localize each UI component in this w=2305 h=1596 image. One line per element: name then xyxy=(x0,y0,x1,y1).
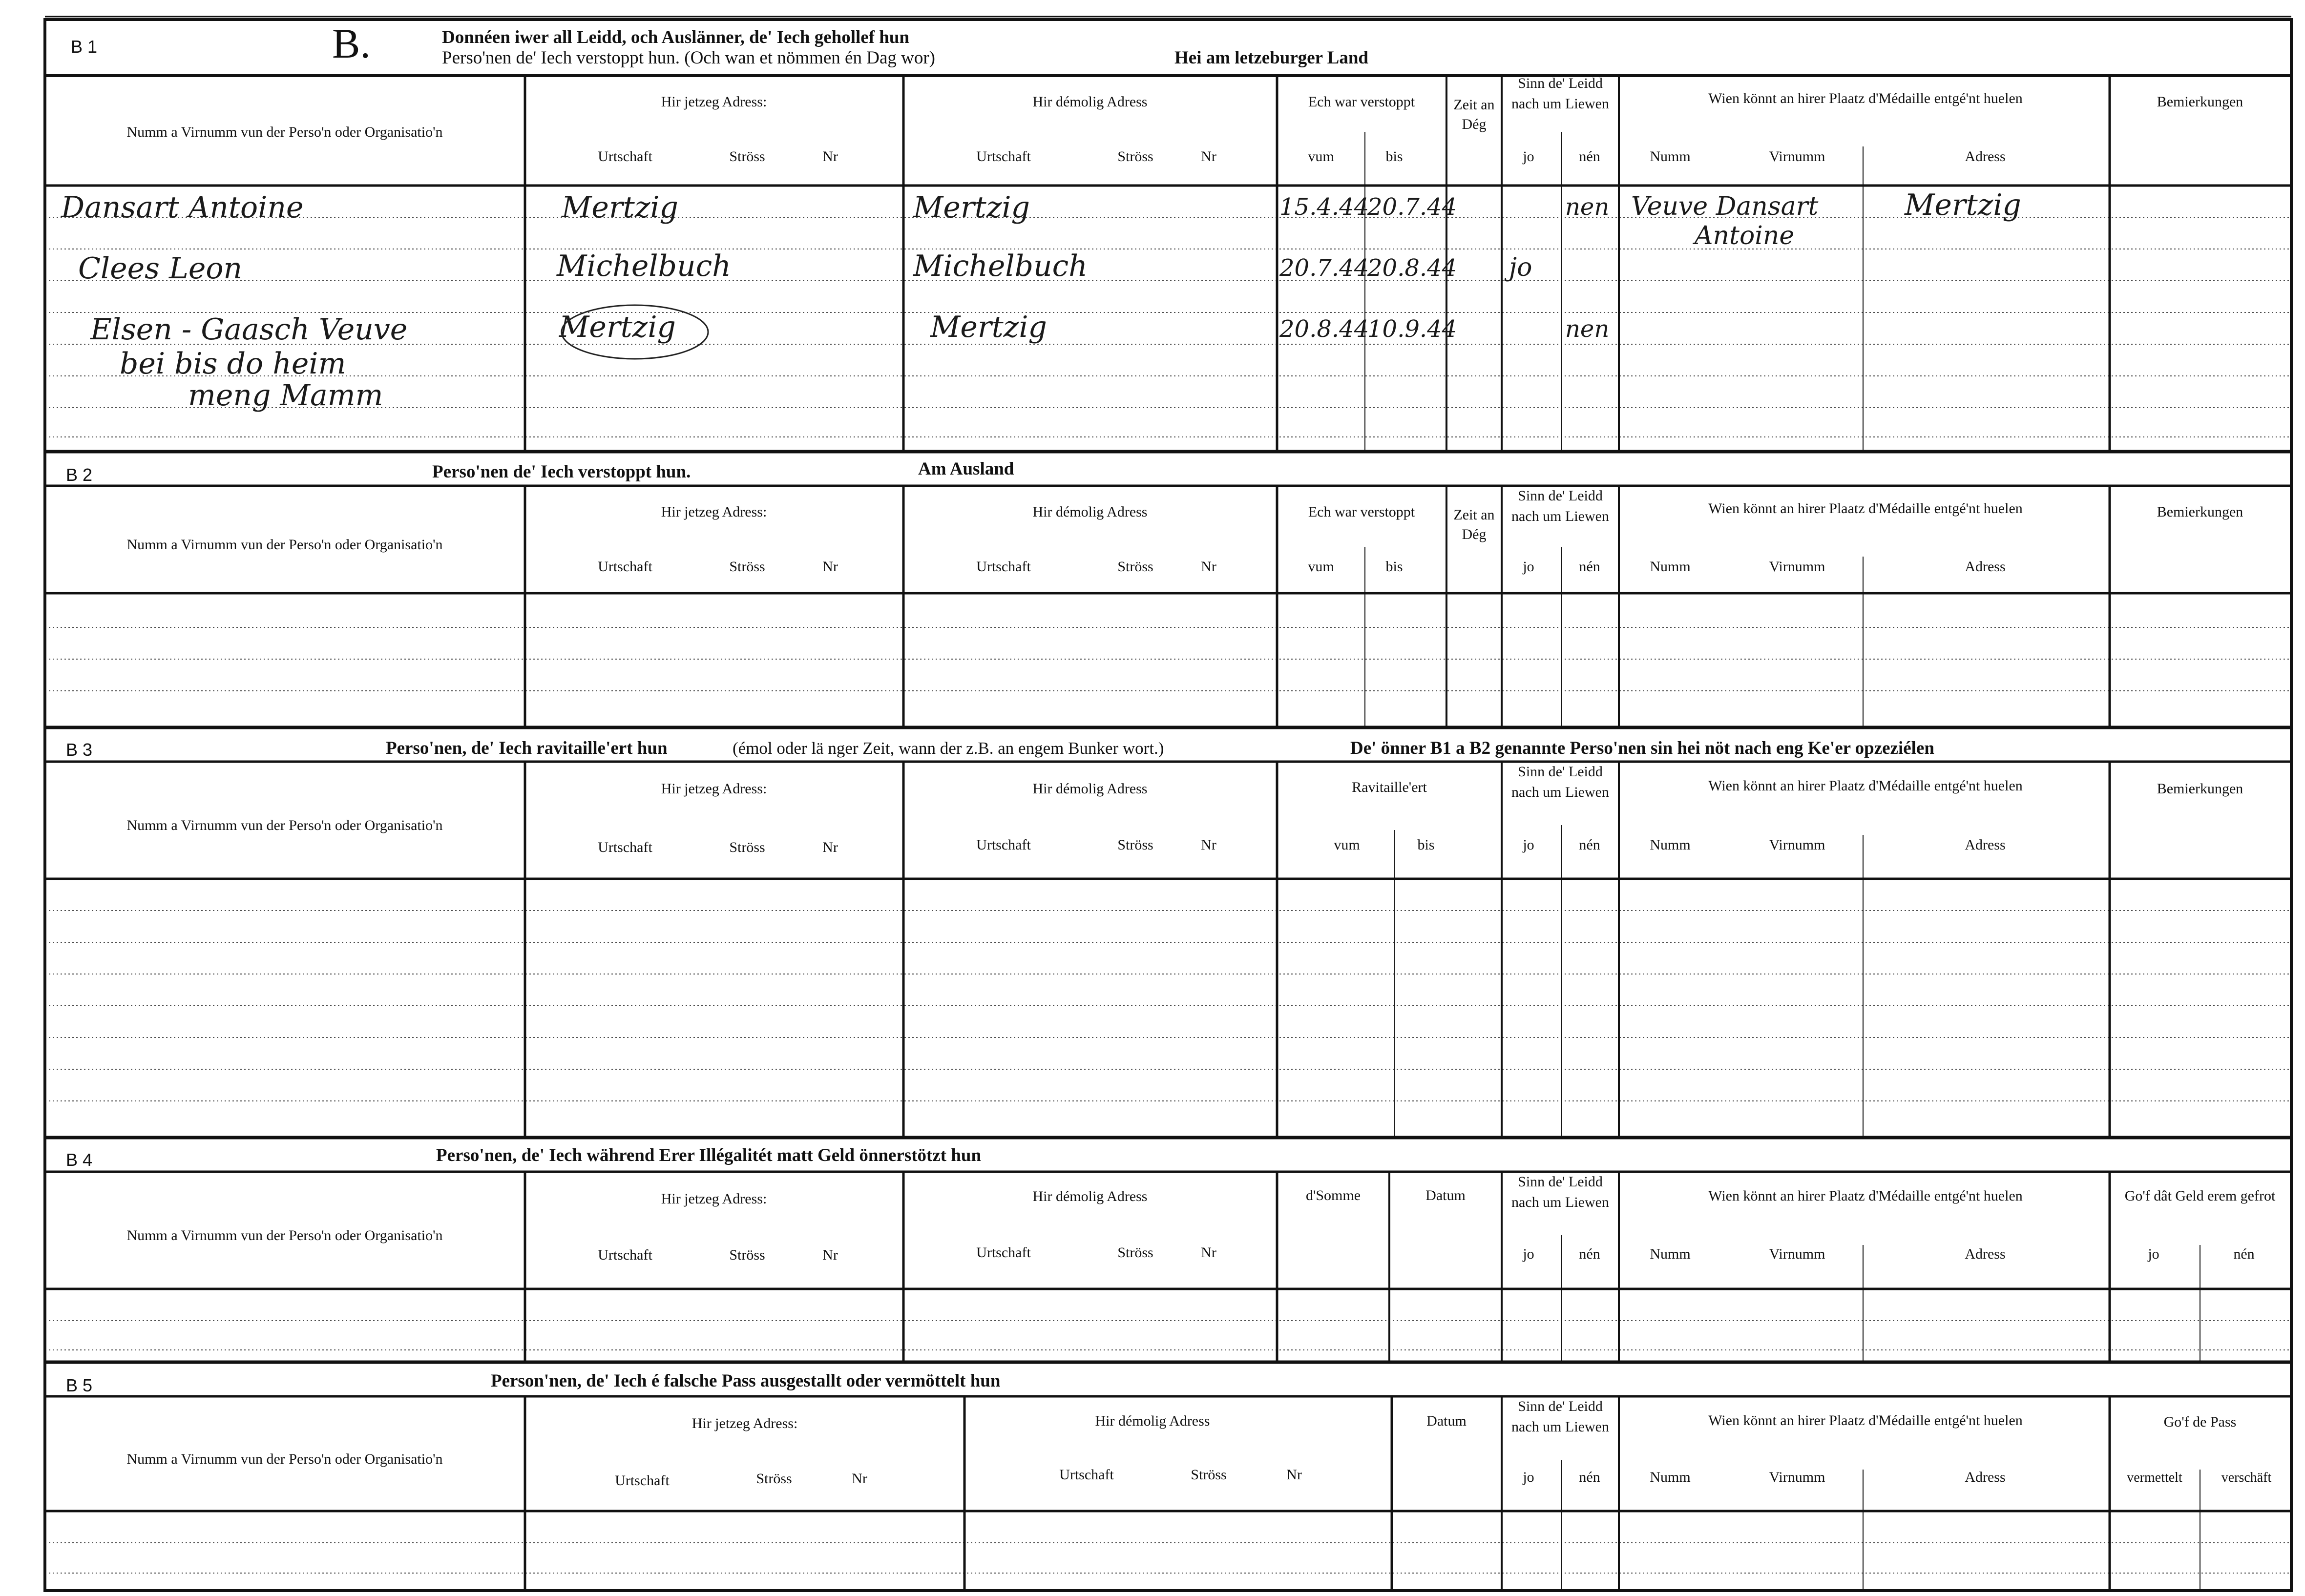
col-street: Ströss xyxy=(729,148,765,165)
col-place-2: Urtschaft xyxy=(976,148,1031,165)
col-medal-name: Numm xyxy=(1650,1246,1691,1262)
col-medal-name: Numm xyxy=(1650,837,1691,853)
col-medal-address: Adress xyxy=(1965,1246,2006,1262)
section-b1-title-2: Perso'nen de' Iech verstoppt hun. (Och wan et nömmen én Dag wor) xyxy=(442,48,935,68)
section-b1-title-2b: Hei am letzeburger Land xyxy=(1174,48,1369,68)
col-no: nén xyxy=(1579,1469,1600,1485)
col-medal-first: Virnumm xyxy=(1769,1469,1825,1485)
b1-row2-alive: jo xyxy=(1509,253,1532,282)
col-medal: Wien könnt an hirer Plaatz d'Médaille entgé'nt huelen xyxy=(1708,90,2023,106)
col-medal-name: Numm xyxy=(1650,148,1691,165)
col-current-address: Hir jetzeg Adress: xyxy=(661,504,767,520)
col-from: vum xyxy=(1308,148,1334,165)
col-current-address: Hir jetzeg Adress: xyxy=(661,781,767,797)
col-no: nén xyxy=(1579,837,1600,853)
col-supplied: Ravitaille'ert xyxy=(1352,779,1427,795)
col-place-2: Urtschaft xyxy=(976,559,1031,575)
col-name-header: Numm a Virnumm vun der Perso'n oder Organisatio'n xyxy=(126,1227,443,1244)
col-alive: Sinn de' Leidd nach um Liewen xyxy=(1511,488,1609,524)
col-time: Zeit an Dég xyxy=(1453,507,1495,542)
col-yes: jo xyxy=(1523,148,1534,165)
b1-row1-medal-address: Mertzig xyxy=(1905,188,2021,222)
section-b2-title-b: Am Ausland xyxy=(918,459,1014,479)
col-medal-name: Numm xyxy=(1650,559,1691,575)
section-b5 xyxy=(45,1371,2291,1591)
col-nr: Nr xyxy=(822,1247,838,1263)
b1-row3-place1: Mertzig xyxy=(559,310,676,344)
col-time: Zeit an Dég xyxy=(1453,97,1495,132)
col-yes: jo xyxy=(1523,1469,1534,1485)
b1-row1-medal-name: Veuve Dansart xyxy=(1631,192,1819,221)
col-period: Ech war verstoppt xyxy=(1308,94,1415,110)
col-medal: Wien könnt an hirer Plaatz d'Médaille entgé'nt huelen xyxy=(1708,500,2023,517)
col-date: Datum xyxy=(1425,1187,1466,1203)
col-nr-2: Nr xyxy=(1201,837,1216,853)
col-nr-2: Nr xyxy=(1201,559,1216,575)
b1-row1-place1: Mertzig xyxy=(562,190,678,225)
col-medal-address: Adress xyxy=(1965,837,2006,853)
b1-row1-from: 15.4.44 xyxy=(1279,193,1369,221)
section-b2-title: Perso'nen de' Iech verstoppt hun. xyxy=(432,462,691,482)
col-medal-first: Virnumm xyxy=(1769,837,1825,853)
col-yes: jo xyxy=(1523,559,1534,575)
col-former-address: Hir démolig Adress xyxy=(1032,504,1148,520)
b1-row2-to: 20.8.44 xyxy=(1367,254,1457,282)
col-to: bis xyxy=(1417,837,1435,853)
b1-row3-name: Elsen - Gaasch Veuve xyxy=(90,312,408,347)
col-medal-address: Adress xyxy=(1965,1469,2006,1485)
col-given-no: nén xyxy=(2233,1246,2255,1262)
col-nr: Nr xyxy=(852,1471,867,1487)
col-nr-2: Nr xyxy=(1201,148,1216,165)
section-b4-title: Perso'nen, de' Iech während Erer Illégalitét matt Geld önnerstötzt hun xyxy=(436,1145,982,1165)
col-alive: Sinn de' Leidd nach um Liewen xyxy=(1511,1398,1609,1435)
col-former-address: Hir démolig Adress xyxy=(1032,94,1148,110)
col-no: nén xyxy=(1579,148,1600,165)
b1-row1-name: Dansart Antoine xyxy=(61,190,304,225)
col-alive: Sinn de' Leidd nach um Liewen xyxy=(1511,764,1609,800)
col-place: Urtschaft xyxy=(598,559,652,575)
section-b5-title: Person'nen, de' Iech é falsche Pass ausgestallt oder vermöttelt hun xyxy=(491,1371,1001,1391)
col-medal: Wien könnt an hirer Plaatz d'Médaille entgé'nt huelen xyxy=(1708,778,2023,794)
col-medal-address: Adress xyxy=(1965,559,2006,575)
section-b1-title-1: Donnéen iwer all Leidd, och Auslänner, de' Iech gehollef hun xyxy=(442,27,909,47)
col-medal-first: Virnumm xyxy=(1769,148,1825,165)
b1-row3-from: 20.8.44 xyxy=(1279,315,1369,343)
col-street: Ströss xyxy=(729,559,765,575)
col-remarks: Bemierkungen xyxy=(2157,94,2243,110)
col-given-yes: jo xyxy=(2148,1246,2159,1262)
col-street: Ströss xyxy=(729,839,765,855)
b1-row1-medal-first: Antoine xyxy=(1695,221,1795,250)
section-b5-id: B 5 xyxy=(66,1375,93,1395)
col-name-header: Numm a Virnumm vun der Perso'n oder Organisatio'n xyxy=(126,537,443,553)
col-street: Ströss xyxy=(729,1247,765,1263)
b1-row1-to: 20.7.44 xyxy=(1367,193,1457,221)
col-former-address: Hir démolig Adress xyxy=(1095,1413,1210,1429)
col-no: nén xyxy=(1579,1246,1600,1262)
col-yes: jo xyxy=(1523,837,1534,853)
col-street: Ströss xyxy=(756,1471,792,1487)
b1-row2-place1: Michelbuch xyxy=(557,249,731,283)
col-place: Urtschaft xyxy=(598,148,652,165)
col-to: bis xyxy=(1385,148,1403,165)
section-b3-title: Perso'nen, de' Iech ravitaille'ert hun xyxy=(386,738,668,758)
section-b3 xyxy=(45,738,2291,1138)
col-medal-first: Virnumm xyxy=(1769,559,1825,575)
col-no: nén xyxy=(1579,559,1600,575)
col-former-address: Hir démolig Adress xyxy=(1032,781,1148,797)
b1-row1-alive: nen xyxy=(1565,193,1610,221)
col-medal: Wien könnt an hirer Plaatz d'Médaille entgé'nt huelen xyxy=(1708,1412,2023,1429)
col-current-address: Hir jetzeg Adress: xyxy=(692,1415,798,1431)
col-period: Ech war verstoppt xyxy=(1308,504,1415,520)
col-place: Urtschaft xyxy=(598,1247,652,1263)
col-medal-name: Numm xyxy=(1650,1469,1691,1485)
col-yes: jo xyxy=(1523,1246,1534,1262)
col-medal-first: Virnumm xyxy=(1769,1246,1825,1262)
col-name-header: Numm a Virnumm vun der Perso'n oder Organisatio'n xyxy=(126,817,443,833)
b1-row2-name: Clees Leon xyxy=(78,251,243,286)
col-pass: Go'f de Pass xyxy=(2163,1414,2237,1430)
col-date: Datum xyxy=(1426,1413,1467,1429)
col-sum: d'Somme xyxy=(1305,1187,1361,1203)
col-remarks: Bemierkungen xyxy=(2157,781,2243,797)
col-place-2: Urtschaft xyxy=(1059,1467,1114,1483)
col-nr: Nr xyxy=(822,559,838,575)
form-letter: B. xyxy=(332,20,371,67)
col-place-2: Urtschaft xyxy=(976,1244,1031,1261)
col-nr: Nr xyxy=(822,839,838,855)
col-street-2: Ströss xyxy=(1191,1467,1227,1483)
section-b1 xyxy=(45,20,2291,452)
col-place: Urtschaft xyxy=(598,839,652,855)
col-place: Urtschaft xyxy=(615,1472,670,1489)
col-name-header: Numm a Virnumm vun der Perso'n oder Organisatio'n xyxy=(126,1451,443,1467)
col-from: vum xyxy=(1308,559,1334,575)
b1-row2-place2: Michelbuch xyxy=(913,249,1088,283)
b1-row3-alive: nen xyxy=(1565,315,1610,343)
col-place-2: Urtschaft xyxy=(976,837,1031,853)
col-nr: Nr xyxy=(822,148,838,165)
col-street-2: Ströss xyxy=(1117,1244,1153,1261)
section-b3-title-c: De' önner B1 a B2 genannte Perso'nen sin hei nöt nach eng Ke'er opzeziélen xyxy=(1350,738,1934,758)
b1-row3-place2: Mertzig xyxy=(930,310,1047,344)
section-b2-id: B 2 xyxy=(66,465,93,485)
col-from: vum xyxy=(1334,837,1360,853)
section-b4-id: B 4 xyxy=(66,1150,93,1170)
section-b1-id: B 1 xyxy=(71,37,98,57)
col-medal-address: Adress xyxy=(1965,148,2006,165)
col-street-2: Ströss xyxy=(1117,559,1153,575)
col-nr-2: Nr xyxy=(1286,1467,1302,1483)
col-former-address: Hir démolig Adress xyxy=(1032,1188,1148,1204)
col-to: bis xyxy=(1385,559,1403,575)
col-alive: Sinn de' Leidd nach um Liewen xyxy=(1511,1174,1609,1210)
col-remarks: Bemierkungen xyxy=(2157,504,2243,520)
b1-row3-name2: bei bis do heim xyxy=(120,347,346,381)
col-nr-2: Nr xyxy=(1201,1244,1216,1261)
b1-row3-to: 10.9.44 xyxy=(1367,315,1457,343)
col-given: Go'f dât Geld erem gefrot xyxy=(2124,1188,2276,1204)
col-current-address: Hir jetzeg Adress: xyxy=(661,94,767,110)
section-b2 xyxy=(45,459,2291,727)
col-street-2: Ströss xyxy=(1117,148,1153,165)
col-current-address: Hir jetzeg Adress: xyxy=(661,1191,767,1207)
col-pass-a: vermettelt xyxy=(2127,1470,2182,1485)
b1-row2-from: 20.7.44 xyxy=(1279,254,1369,282)
col-alive: Sinn de' Leidd nach um Liewen xyxy=(1511,75,1609,112)
section-b3-id: B 3 xyxy=(66,740,93,760)
col-pass-b: verschäft xyxy=(2221,1470,2272,1485)
b1-row1-place2: Mertzig xyxy=(913,190,1030,225)
section-b4 xyxy=(45,1145,2291,1362)
section-b3-title-b: (émol oder lä nger Zeit, wann der z.B. an engem Bunker wort.) xyxy=(733,739,1164,758)
b1-row3-name3: meng Mamm xyxy=(188,378,383,413)
col-name-header: Numm a Virnumm vun der Perso'n oder Organisatio'n xyxy=(126,124,443,140)
col-medal: Wien könnt an hirer Plaatz d'Médaille entgé'nt huelen xyxy=(1708,1188,2023,1204)
col-street-2: Ströss xyxy=(1117,837,1153,853)
